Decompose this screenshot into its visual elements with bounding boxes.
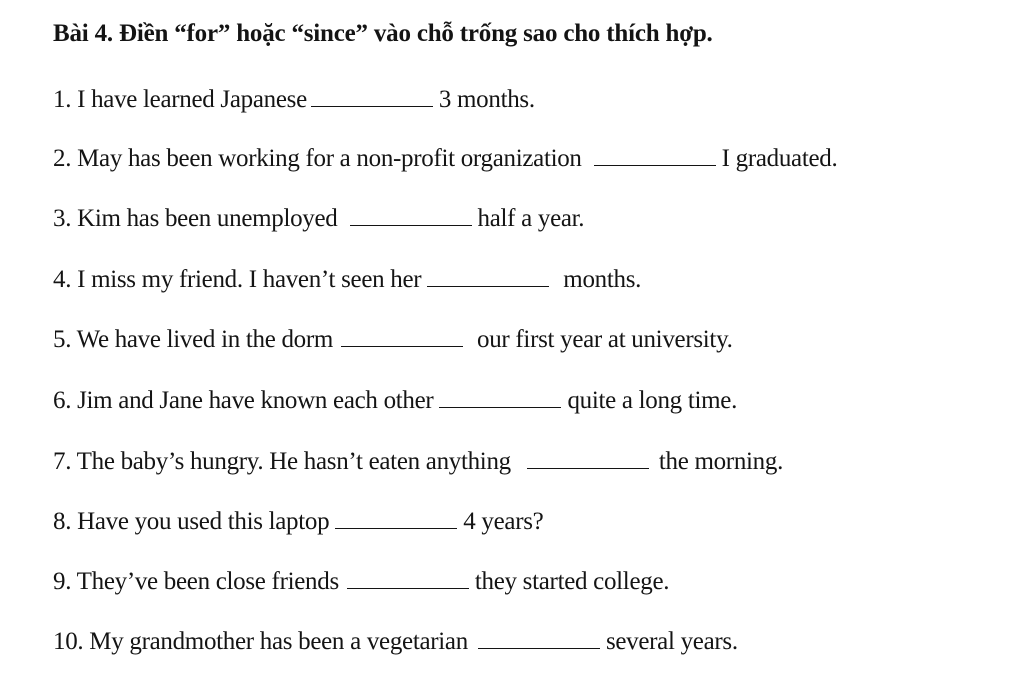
answer-blank <box>341 324 463 347</box>
exercise-item-9 <box>53 566 669 597</box>
answer-blank <box>527 446 649 469</box>
item-text-after: several years. <box>605 628 738 655</box>
item-text-before: 2. May has been working for a non-profit organization <box>53 145 582 172</box>
answer-blank <box>427 264 549 287</box>
item-text-after: 4 years? <box>463 508 544 535</box>
exercise-item-8 <box>53 506 543 537</box>
answer-blank <box>594 143 716 166</box>
item-text-before: 5. We have lived in the dorm <box>53 326 334 353</box>
item-text-before: 6. Jim and Jane have known each other <box>53 387 434 414</box>
exercise-item-7 <box>53 446 783 477</box>
exercise-item-5 <box>53 324 733 355</box>
answer-blank <box>478 626 600 649</box>
item-text-before: 1. I have learned Japanese <box>53 86 307 113</box>
answer-blank <box>311 84 433 107</box>
item-text-before: 9. They’ve been close friends <box>53 568 339 595</box>
answer-blank <box>350 203 472 226</box>
item-text-after: they started college. <box>474 568 670 595</box>
item-text-after: 3 months. <box>438 86 535 113</box>
exercise-title: Bài 4. Điền “for” hoặc “since” vào chỗ trống sao cho thích hợp. <box>53 20 713 47</box>
exercise-item-3 <box>53 203 584 234</box>
item-text-after: quite a long time. <box>567 387 738 414</box>
item-text-after: half a year. <box>477 205 585 232</box>
exercise-item-10 <box>53 626 738 657</box>
exercise-item-4 <box>53 264 641 295</box>
item-text-before: 3. Kim has been unemployed <box>53 205 338 232</box>
item-text-before: 4. I miss my friend. I haven’t seen her <box>53 266 422 293</box>
exercise-item-6 <box>53 385 737 416</box>
item-text-after: months. <box>563 266 642 293</box>
exercise-item-2 <box>53 143 837 174</box>
answer-blank <box>439 385 561 408</box>
item-text-after: I graduated. <box>721 145 838 172</box>
item-text-before: 10. My grandmother has been a vegetarian <box>53 628 468 655</box>
item-text-before: 7. The baby’s hungry. He hasn’t eaten anything <box>53 448 511 475</box>
answer-blank <box>347 566 469 589</box>
item-text-after: the morning. <box>658 448 784 475</box>
exercise-item-1 <box>53 84 535 115</box>
item-text-before: 8. Have you used this laptop <box>53 508 330 535</box>
item-text-after: our first year at university. <box>477 326 733 353</box>
answer-blank <box>335 506 457 529</box>
